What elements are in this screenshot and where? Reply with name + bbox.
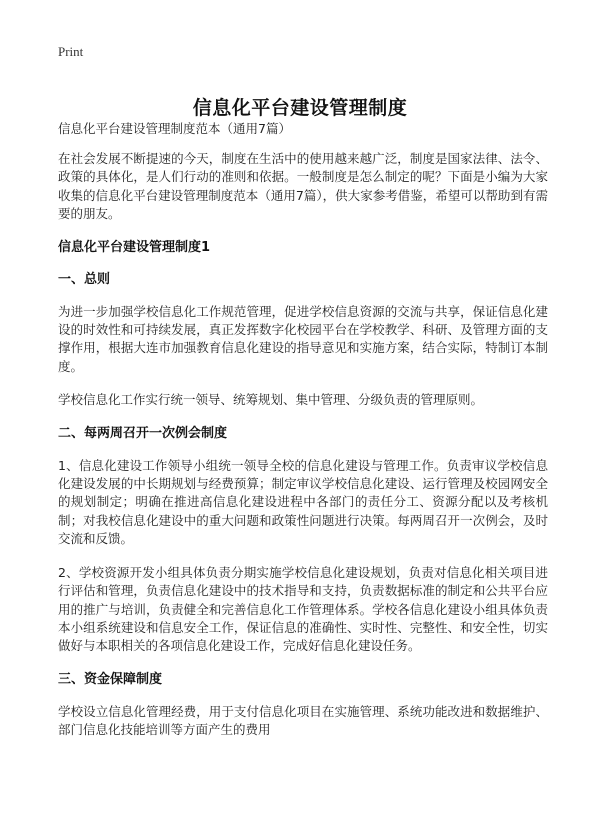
intro-paragraph: 在社会发展不断提速的今天，制度在生活中的使用越来越广泛，制度是国家法律、法令、政策的具体化，是人们行动的准则和依据。一般制度是怎么制定的呢？下面是小编为大家收集的信息化平台建设管理制度范本（通用7篇），供大家参考借鉴，希望可以帮助到有需要的朋友。 [58, 151, 548, 222]
print-link[interactable]: Print [58, 44, 84, 59]
section-heading-funding: 三、资金保障制度 [58, 671, 163, 687]
paragraph: 1、信息化建设工作领导小组统一领导全校的信息化建设与管理工作。负责审议学校信息化建设发展的中长期规划与经费预算；制定审议学校信息化建设、运行管理及校园网安全的规划制定；明确在推进高信息化建设进程中各部门的责任分工、资源分配以及考核机制；对我校信息化建设中的重大问题和政策性问题进行决策。每两周召开一次例会，及时交流和反馈。 [58, 457, 548, 547]
page-title: 信息化平台建设管理制度 [192, 96, 408, 119]
section-heading-general: 一、总则 [58, 271, 111, 287]
paragraph: 2、学校资源开发小组具体负责分期实施学校信息化建设规划，负责对信息化相关项目进行评估和管理，负责信息化建设中的技术指导和支持，负责数据标准的制定和公共平台应用的推广与培训，负责健全和完善信息化工作管理体系。学校各信息化建设小组具体负责本小组系统建设和信息安全工作，保证信息的准确性、实时性、完整性、和安全性，切实做好与本职相关的各项信息化建设工作，完成好信息化建设任务。 [58, 564, 548, 654]
paragraph: 学校设立信息化管理经费，用于支付信息化项目在实施管理、系统功能改进和数据维护、部门信息化技能培训等方面产生的费用 [58, 703, 548, 738]
document-subtitle: 信息化平台建设管理制度范本（通用7篇） [58, 121, 291, 136]
part-heading: 信息化平台建设管理制度1 [58, 239, 211, 255]
paragraph: 为进一步加强学校信息化工作规范管理，促进学校信息资源的交流与共享，保证信息化建设的时效性和可持续发展，真正发挥数字化校园平台在学校教学、科研、及管理方面的支撑作用，根据大连市加强教育信息化建设的指导意见和实施方案，结合实际，特制订本制度。 [58, 303, 548, 374]
section-heading-meetings: 二、每两周召开一次例会制度 [58, 425, 228, 441]
paragraph: 学校信息化工作实行统一领导、统筹规划、集中管理、分级负责的管理原则。 [58, 392, 484, 408]
document-body [58, 120, 548, 755]
